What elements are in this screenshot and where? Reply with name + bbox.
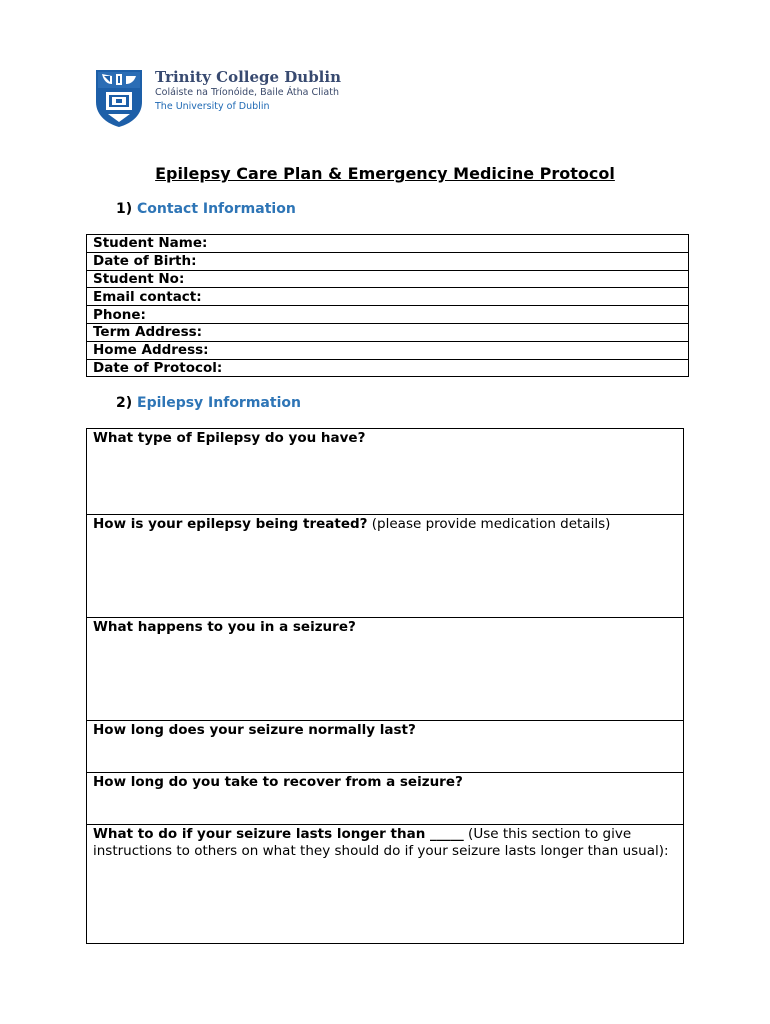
date-of-protocol-field[interactable]: Date of Protocol: [87,359,689,377]
contact-information-table [86,234,689,377]
seizure-duration-cell[interactable] [87,721,684,773]
table-row [87,323,689,341]
seizure-description-cell[interactable] [87,618,684,721]
term-address-field[interactable]: Term Address: [87,323,689,341]
epilepsy-treatment-question: How is your epilepsy being treated? [93,516,368,532]
date-of-birth-field[interactable]: Date of Birth: [87,252,689,270]
institution-name: Trinity College Dublin [155,68,341,86]
university-name: The University of Dublin [155,101,270,112]
document-title: Epilepsy Care Plan & Emergency Medicine Protocol [155,164,615,183]
table-row [87,288,689,306]
epilepsy-type-question: What type of Epilepsy do you have? [93,430,366,446]
email-contact-field[interactable]: Email contact: [87,288,689,306]
prolonged-seizure-note: (Use this section to give instructions to others on what they should do if your seizure lasts longer than usual): [93,826,669,859]
table-row [87,359,689,377]
student-name-field[interactable]: Student Name: [87,235,689,253]
table-row [87,773,684,825]
epilepsy-treatment-cell[interactable] [87,515,684,618]
table-row [87,235,689,253]
recovery-time-question: How long do you take to recover from a seizure? [93,774,463,790]
epilepsy-type-cell[interactable] [87,429,684,515]
section-number: 1) [116,201,133,217]
table-row [87,429,684,515]
seizure-description-question: What happens to you in a seizure? [93,619,356,635]
table-row [87,825,684,944]
table-row [87,252,689,270]
trinity-crest-icon [94,68,144,128]
section-label: Contact Information [137,201,296,217]
seizure-duration-question: How long does your seizure normally last? [93,722,416,738]
tcd-logo [94,68,344,130]
prolonged-seizure-question: What to do if your seizure lasts longer than _____ [93,826,464,842]
table-row [87,341,689,359]
epilepsy-information-table [86,428,684,944]
table-row [87,618,684,721]
table-row [87,306,689,324]
student-number-field[interactable]: Student No: [87,270,689,288]
section-heading-epilepsy [116,394,301,412]
section-heading-contact [116,200,296,218]
logo-text [155,68,345,114]
prolonged-seizure-cell[interactable] [87,825,684,944]
table-row [87,721,684,773]
table-row [87,515,684,618]
table-row [87,270,689,288]
section-label: Epilepsy Information [137,395,301,411]
phone-field[interactable]: Phone: [87,306,689,324]
epilepsy-treatment-note: (please provide medication details) [367,516,611,532]
section-number: 2) [116,395,133,411]
home-address-field[interactable]: Home Address: [87,341,689,359]
recovery-time-cell[interactable] [87,773,684,825]
institution-name-irish: Coláiste na Tríonóide, Baile Átha Cliath [155,87,339,98]
